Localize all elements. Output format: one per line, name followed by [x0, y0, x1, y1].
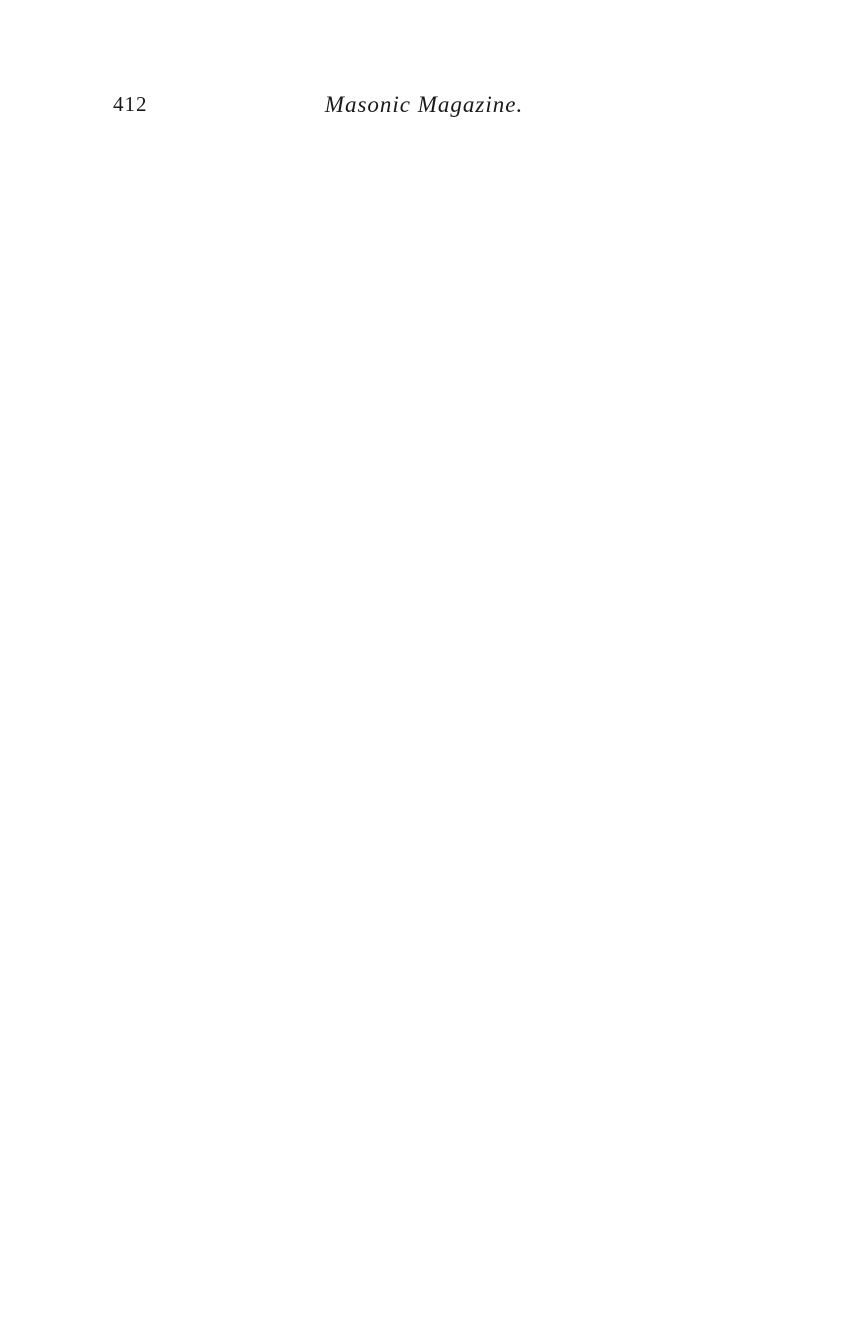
running-title: Masonic Magazine. — [324, 92, 524, 117]
page-header — [0, 92, 848, 122]
page-number: 412 — [113, 92, 148, 116]
